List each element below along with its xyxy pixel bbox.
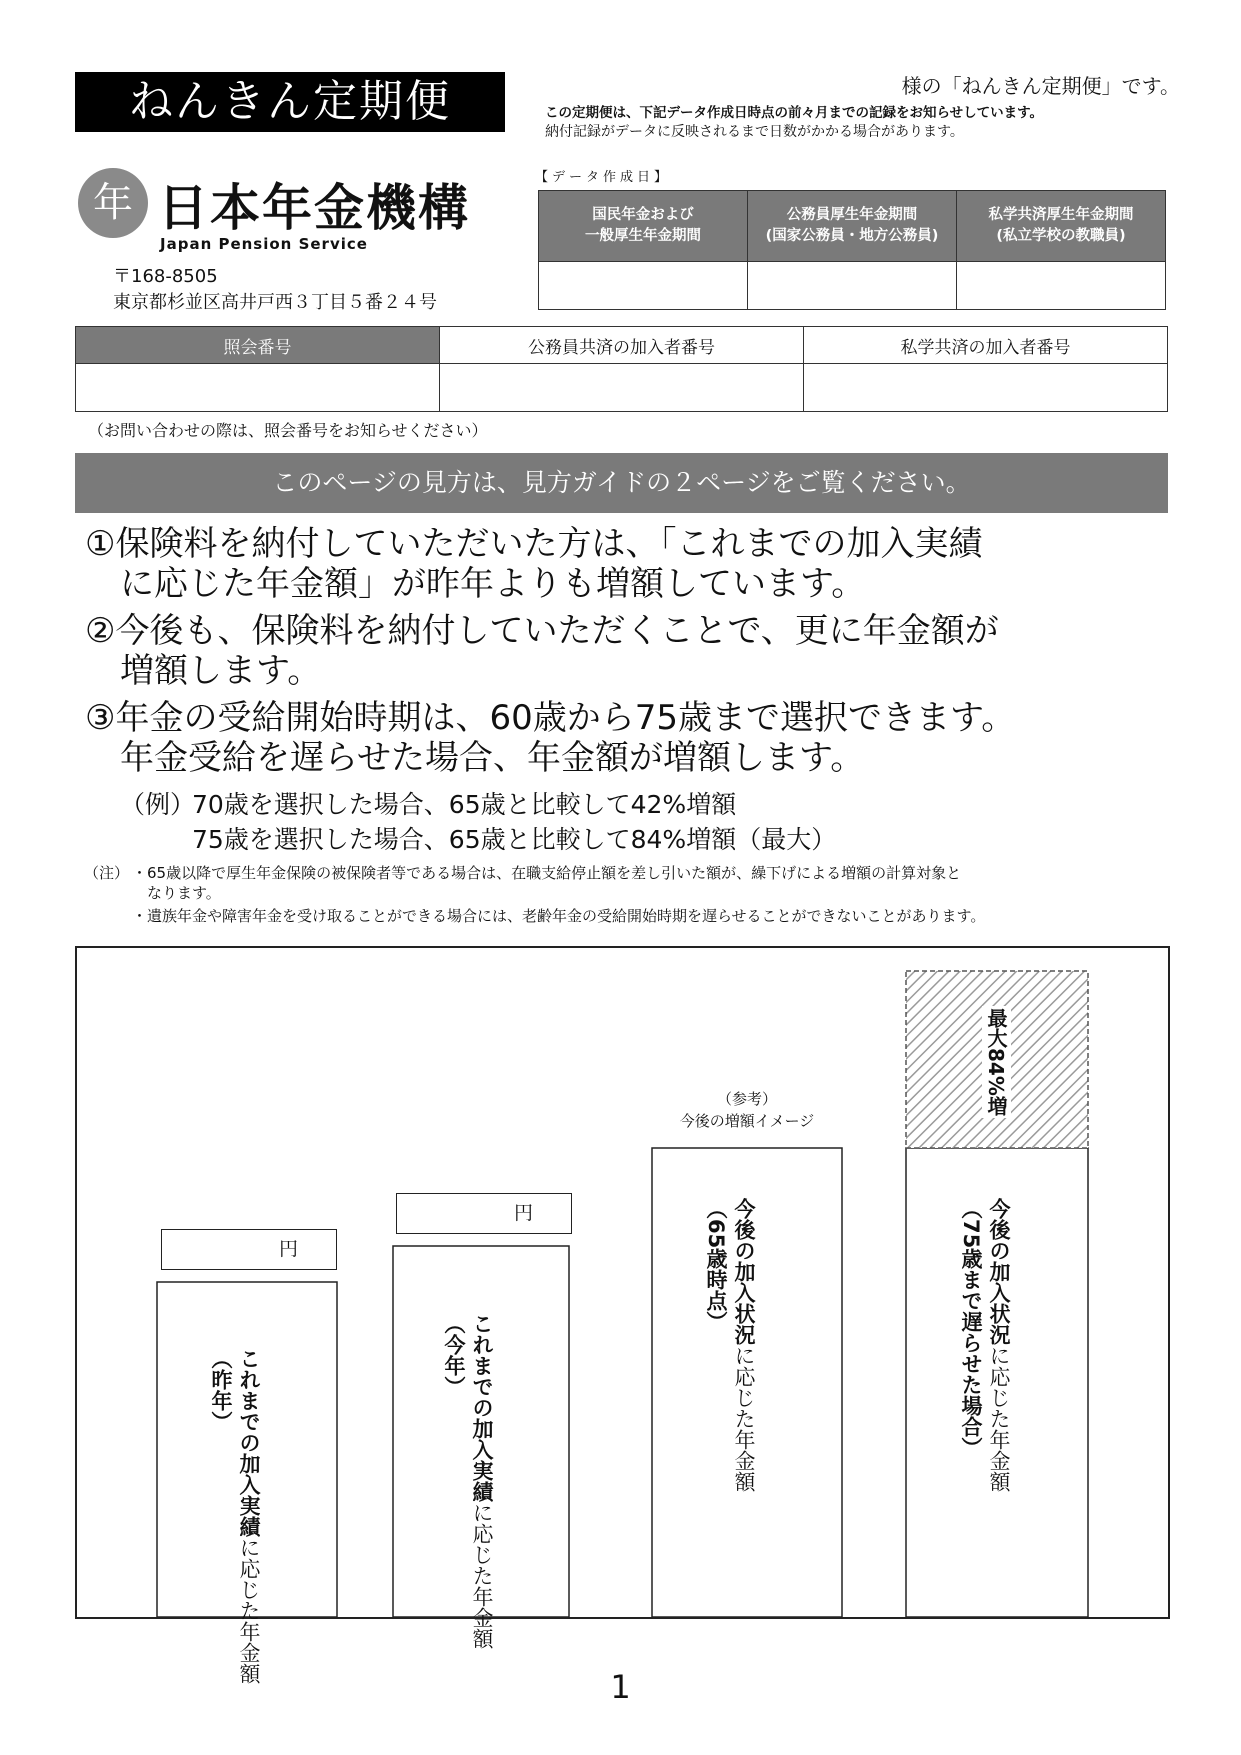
example-line-75: 75歳を選択した場合、65歳と比較して84%増額（最大） [192, 825, 837, 854]
example-prefix: （例） [120, 790, 196, 819]
org-name-en: Japan Pension Service [160, 235, 368, 253]
note-2: ・遺族年金や障害年金を受け取ることができる場合には、老齢年金の受給開始時期を遅らせることができないことがあります。 [132, 907, 986, 925]
period-header-private-school: 私学共済厚生年金期間 (私立学校の教職員) [957, 191, 1166, 262]
data-date-caption: 【データ作成日】 [535, 170, 672, 185]
max-increase-label: 最大84%増 [982, 1006, 1011, 1118]
page-number: 1 [610, 1668, 631, 1706]
org-address: 東京都杉並区高井戸西３丁目５番２４号 [113, 292, 437, 313]
period-date-national [539, 262, 748, 310]
inquiry-note: （お問い合わせの際は、照会番号をお知らせください） [88, 421, 488, 440]
point-1: ①保険料を納付していただいた方は、「これまでの加入実績 に応じた年金額」が昨年よりも増額しています。 [85, 524, 983, 604]
yen-box-this-year: 円 [396, 1193, 572, 1234]
period-header-public: 公務員厚生年金期間 (国家公務員・地方公務員) [748, 191, 957, 262]
postal-code: 〒168-8505 [113, 266, 218, 287]
period-date-private-school [957, 262, 1166, 310]
record-notice: この定期便は、下記データ作成日時点の前々月までの記録をお知らせしています。 [545, 105, 1044, 121]
ref-number-header: 照会番号 [76, 327, 440, 364]
page-title: ねんきん定期便 [75, 72, 505, 132]
bar-label-age-65: 今後の加入状況に応じた年金額 （65歳時点） [704, 1198, 756, 1492]
example-line-70: 70歳を選択した場合、65歳と比較して42%増額 [192, 790, 737, 819]
org-name: 日本年金機構 [158, 179, 470, 237]
point-2: ②今後も、保険料を納付していただくことで、更に年金額が 増額します。 [85, 611, 999, 691]
period-date-public [748, 262, 957, 310]
bar-label-last-year: これまでの加入実績に応じた年金額 （昨年） [209, 1348, 261, 1684]
jps-logo-icon: 年 [78, 168, 148, 238]
point-3: ③年金の受給開始時期は、60歳から75歳まで選択できます。 年金受給を遅らせた場合、年金額が増額します。 [85, 698, 1016, 778]
bar-label-this-year: これまでの加入実績に応じた年金額 （今年） [442, 1313, 494, 1649]
private-member-number-header: 私学共済の加入者番号 [804, 327, 1168, 364]
pension-amount-chart [75, 946, 1170, 1684]
data-date-table [538, 190, 1166, 310]
reference-number-table [75, 326, 1168, 412]
bar-label-age-75: 今後の加入状況に応じた年金額 （75歳まで遅らせた場合） [959, 1198, 1011, 1492]
period-header-national: 国民年金および 一般厚生年金期間 [539, 191, 748, 262]
note-1-cont: なります。 [147, 884, 221, 902]
private-member-number-value [804, 364, 1168, 412]
public-member-number-value [440, 364, 804, 412]
public-member-number-header: 公務員共済の加入者番号 [440, 327, 804, 364]
greeting-text: 様の「ねんきん定期便」です。 [901, 74, 1180, 98]
yen-box-last-year: 円 [161, 1229, 337, 1270]
reflection-notice: 納付記録がデータに反映されるまで日数がかかる場合があります。 [545, 124, 964, 140]
ref-number-value [76, 364, 440, 412]
reference-note: （参考） 今後の増額イメージ [679, 1090, 815, 1130]
note-1: ・65歳以降で厚生年金保険の被保険者等である場合は、在職支給停止額を差し引いた額が、繰下げによる増額の計算対象と [132, 864, 962, 882]
notes-prefix: （注） [84, 864, 130, 882]
guide-banner: このページの見方は、見方ガイドの２ページをご覧ください。 [75, 453, 1168, 513]
